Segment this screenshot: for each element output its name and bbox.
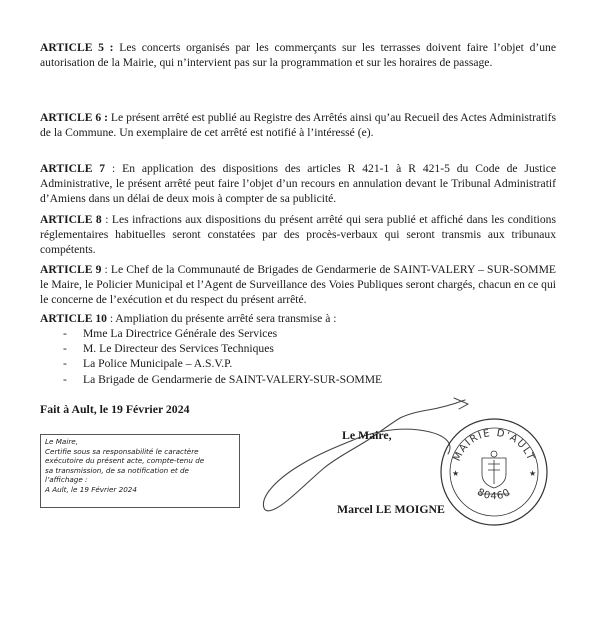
article-8-text: : Les infractions aux dispositions du présent arrêté qui sera publié et affiché dans les conditions réglementaires habituelles seront constatées par des procès-verbaux qui seront transmis aux tribunaux compétents. bbox=[40, 213, 556, 257]
article-7-label: ARTICLE 7 bbox=[40, 162, 106, 175]
list-item bbox=[63, 372, 382, 387]
article-9-text: : Le Chef de la Communauté de Brigades de Gendarmerie de SAINT-VALERY – SUR-SOMME le Maire, le Policier Municipal et l’Agent de Surveillance des Voies Publiques seront chargés, chacun en ce qui le concerne de l’exécution et du respect du présent arrêté. bbox=[40, 263, 556, 307]
article-8 bbox=[40, 212, 556, 258]
certification-line: l’affichage : bbox=[45, 475, 88, 485]
signatory-name: Marcel LE MOIGNE bbox=[337, 502, 445, 516]
list-item bbox=[63, 326, 382, 341]
article-7-text: : En application des dispositions des articles R 421-1 à R 421-5 du Code de Justice Administrative, le présent arrêté peut faire l’objet d’un recours en annulation devant le Tribunal Administratif d’Amiens dans un délai de deux mois à compter de sa publicité. bbox=[40, 162, 556, 206]
coat-of-arms-icon bbox=[478, 451, 510, 494]
list-marker: - bbox=[63, 342, 67, 356]
article-9 bbox=[40, 262, 556, 308]
signatory-title: Le Maire, bbox=[342, 428, 392, 442]
recipient-text: M. Le Directeur des Services Techniques bbox=[83, 342, 274, 356]
svg-text:★: ★ bbox=[452, 469, 460, 478]
article-8-label: ARTICLE 8 bbox=[40, 213, 102, 226]
certification-box bbox=[40, 434, 240, 508]
town-hall-stamp bbox=[438, 416, 550, 528]
certification-line: sa transmission, de sa notification et de bbox=[45, 465, 189, 475]
signature-date: Fait à Ault, le 19 Février 2024 bbox=[40, 402, 190, 416]
article-10-text: : Ampliation du présente arrêté sera transmise à : bbox=[106, 312, 337, 325]
recipient-text: La Police Municipale – A.S.V.P. bbox=[83, 357, 233, 371]
stamp-bottom-text: 80460 bbox=[475, 486, 513, 503]
svg-text:★: ★ bbox=[529, 469, 537, 478]
article-5-text: Les concerts organisés par les commerçants sur les terrasses doivent faire l’objet d’une autorisation de la Mairie, qui n’intervient pas sur la programmation et sur les horaires de passage. bbox=[40, 41, 556, 70]
stamp-top-text: MAIRIE D'AULT bbox=[451, 427, 537, 463]
article-5 bbox=[40, 40, 556, 70]
list-marker: - bbox=[63, 327, 67, 340]
certification-line: A Ault, le 19 Février 2024 bbox=[45, 484, 137, 494]
certification-line: Certifie sous sa responsabilité le caractère bbox=[45, 446, 199, 456]
list-marker: - bbox=[63, 357, 67, 371]
article-6-label: ARTICLE 6 : bbox=[40, 111, 108, 124]
certification-line: Le Maire, bbox=[45, 437, 78, 446]
certification-line: exécutoire du présent acte, compte-tenu de bbox=[45, 456, 205, 466]
list-item bbox=[63, 356, 382, 371]
article-5-label: ARTICLE 5 : bbox=[40, 41, 114, 54]
article-6-text: Le présent arrêté est publié au Registre des Arrêtés ainsi qu’au Recueil des Actes Administratifs de la Commune. Un exemplaire de cet arrêté est notifié à l’intéressé (e). bbox=[40, 111, 556, 140]
recipient-list bbox=[63, 326, 382, 387]
list-marker: - bbox=[63, 372, 67, 386]
article-10-label: ARTICLE 10 bbox=[40, 312, 107, 325]
recipient-text: Mme La Directrice Générale des Services bbox=[83, 327, 278, 340]
article-6 bbox=[40, 110, 556, 140]
article-10 bbox=[40, 311, 556, 326]
recipient-text: La Brigade de Gendarmerie de SAINT-VALERY-SUR-SOMME bbox=[83, 372, 383, 386]
article-7 bbox=[40, 161, 556, 207]
list-item bbox=[63, 341, 382, 356]
article-9-label: ARTICLE 9 bbox=[40, 263, 102, 276]
